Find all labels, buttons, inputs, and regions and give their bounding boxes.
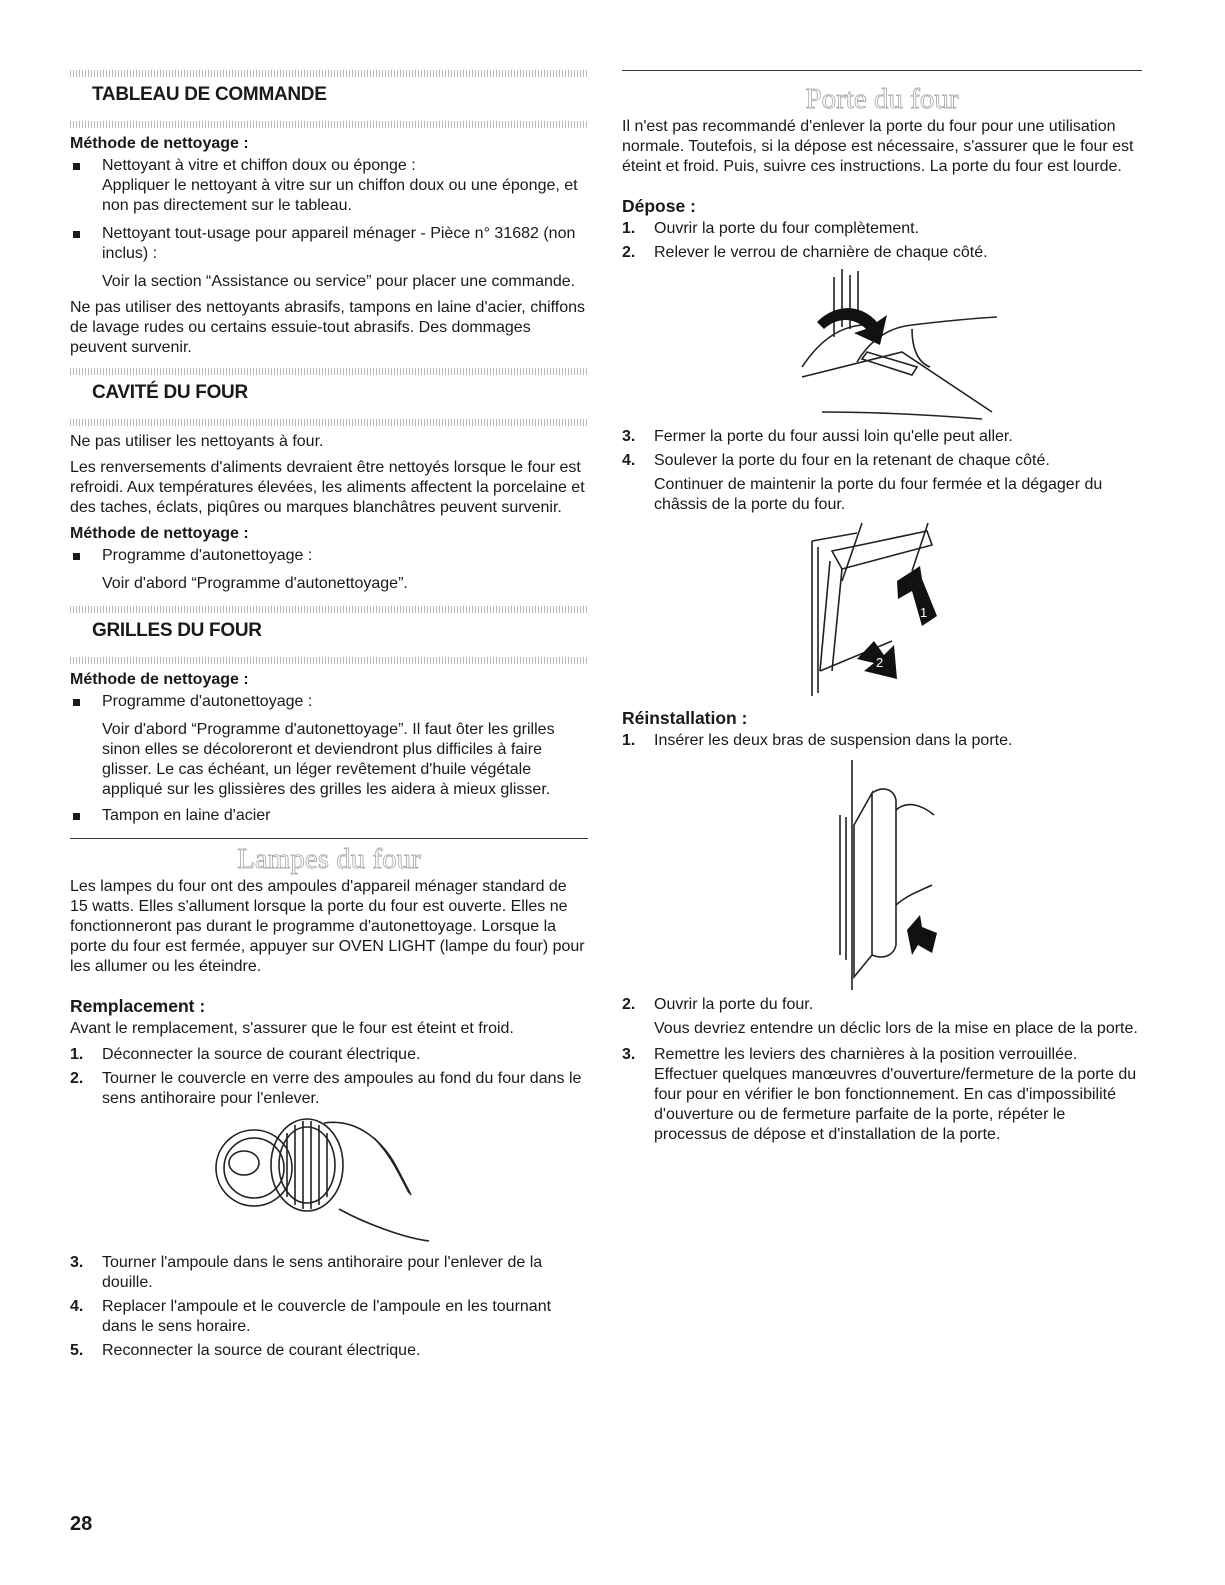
step-item (70, 1341, 588, 1361)
figure-label-1: 1 (920, 605, 928, 620)
section-title: GRILLES DU FOUR (92, 620, 262, 641)
step-text: Ouvrir la porte du four complètement. (654, 220, 920, 237)
step-number: 4. (70, 1298, 84, 1315)
reinstallation-heading: Réinstallation : (622, 708, 748, 728)
section-title: TABLEAU DE COMMANDE (92, 84, 327, 105)
step-text: Ouvrir la porte du four. (654, 996, 814, 1013)
method-heading: Méthode de nettoyage : (70, 135, 249, 152)
bullet-item: Tampon en laine d'acier (70, 806, 588, 826)
figure-label-2: 2 (876, 655, 884, 670)
paragraph: Avant le remplacement, s'assurer que le four est éteint et froid. (70, 1020, 514, 1037)
removal-heading: Dépose : (622, 196, 696, 216)
door-hanger-illustration (812, 755, 952, 995)
step-item (622, 451, 1142, 471)
step-text: Tourner l'ampoule dans le sens antihoraire pour l'enlever de la douille. (102, 1254, 543, 1291)
section-band-bottom (70, 121, 588, 128)
step-number: 2. (70, 1070, 84, 1087)
step-text: Déconnecter la source de courant électrique. (102, 1046, 421, 1063)
step-item (622, 1045, 1142, 1145)
heading-oven-door: Porte du four (805, 83, 959, 115)
step-item (70, 1045, 588, 1065)
step-item (622, 995, 1142, 1015)
left-column (70, 70, 588, 1365)
method-heading: Méthode de nettoyage : (70, 671, 249, 688)
paragraph: Ne pas utiliser des nettoyants abrasifs, tampons en laine d'acier, chiffons de lavage rudes ou certains essuie-tout abrasifs. Des dommages peuvent survenir. (70, 299, 586, 356)
step-text: Soulever la porte du four en la retenant de chaque côté. (654, 452, 1050, 469)
step-item (70, 1297, 588, 1337)
step-item (70, 1069, 588, 1109)
bullet-subtext: Voir d'abord “Programme d'autonettoyage”. (102, 575, 408, 592)
step-item (622, 731, 1142, 751)
section-title: CAVITÉ DU FOUR (92, 382, 248, 403)
step-text: Insérer les deux bras de suspension dans la porte. (654, 732, 1013, 749)
bullet-text: Nettoyant à vitre et chiffon doux ou éponge : (102, 157, 416, 174)
bullet-subtext: Voir la section “Assistance ou service” pour placer une commande. (102, 273, 576, 290)
step-item (70, 1253, 588, 1293)
bullet-item (70, 156, 588, 216)
page-number: 28 (70, 1513, 93, 1535)
step-number: 3. (70, 1254, 84, 1271)
step-item (622, 219, 1142, 239)
bullet-item: Programme d'autonettoyage : (70, 692, 588, 712)
section-divider (70, 838, 588, 839)
step-text: Replacer l'ampoule et le couvercle de l'ampoule en les tournant dans le sens horaire. (102, 1298, 552, 1335)
section-band-top (70, 368, 588, 375)
step-text: Relever le verrou de charnière de chaque côté. (654, 244, 988, 261)
door-lift-illustration (802, 521, 962, 701)
step-number: 3. (622, 428, 636, 445)
step-number: 3. (622, 1046, 636, 1063)
heading-oven-lamps: Lampes du four (237, 843, 421, 875)
step-number: 1. (622, 220, 636, 237)
step-item (622, 243, 1142, 263)
bullet-subtext: Appliquer le nettoyant à vitre sur un chiffon doux ou une éponge, et non pas directement sur le tableau. (102, 177, 578, 214)
section-header-oven-racks (70, 606, 588, 664)
step-number: 1. (622, 732, 636, 749)
step-number: 1. (70, 1046, 84, 1063)
step-text: Tourner le couvercle en verre des ampoules au fond du four dans le sens antihoraire pour l'enlever. (102, 1070, 582, 1107)
step-item (622, 427, 1142, 447)
paragraph: Les lampes du four ont des ampoules d'appareil ménager standard de 15 watts. Elles s'allument lorsque la porte du four est ouverte. Elles ne fonctionneront pas durant le programme d'autonettoyage. Lorsque la porte du four est fermée, appuyer sur OVEN LIGHT (lampe du four) pour les allumer ou les éteindre. (70, 878, 585, 975)
step-number: 2. (622, 244, 636, 261)
section-band-bottom (70, 657, 588, 664)
method-heading: Méthode de nettoyage : (70, 525, 249, 542)
section-divider (622, 70, 1142, 71)
hinge-lock-illustration (762, 267, 1002, 427)
section-header-control-panel (70, 70, 588, 128)
paragraph: Il n'est pas recommandé d'enlever la porte du four pour une utilisation normale. Toutefois, si la dépose est nécessaire, s'assurer que le four est éteint et froid. Puis, suivre ces instructions. La porte du four est lourde. (622, 118, 1134, 175)
paragraph: Ne pas utiliser les nettoyants à four. (70, 433, 324, 450)
step-subtext: Continuer de maintenir la porte du four fermée et la dégager du châssis de la porte du four. (654, 476, 1103, 513)
step-text: Remettre les leviers des charnières à la position verrouillée. Effectuer quelques manœuvres d'ouverture/fermeture de la porte du four pour en vérifier le bon fonctionnement. En cas d'impossibilité d'ouverture ou de fermeture parfaite de la porte, répéter le processus de dépose et d'installation de la porte. (654, 1046, 1137, 1143)
bullet-item: Programme d'autonettoyage : (70, 546, 588, 566)
bullet-item: Nettoyant tout-usage pour appareil ménager - Pièce n° 31682 (non inclus) : (70, 224, 588, 264)
step-number: 4. (622, 452, 636, 469)
step-subtext: Vous devriez entendre un déclic lors de la mise en place de la porte. (654, 1020, 1138, 1037)
step-text: Reconnecter la source de courant électrique. (102, 1342, 421, 1359)
step-number: 2. (622, 996, 636, 1013)
right-column (622, 70, 1142, 1149)
replacement-heading: Remplacement : (70, 996, 206, 1016)
bullet-subtext: Voir d'abord “Programme d'autonettoyage”. Il faut ôter les grilles sinon elles se décoloreront et deviendront plus difficiles à faire glisser. Le cas échéant, un léger revêtement d'huile végétale appliqué sur les glissières des grilles les aidera à mieux glisser. (102, 721, 555, 798)
paragraph: Les renversements d'aliments devraient être nettoyés lorsque le four est refroidi. Aux températures élevées, les aliments affectent la porcelaine et des taches, éclats, piqûres ou marques blanchâtres peuvent survenir. (70, 459, 585, 516)
step-number: 5. (70, 1342, 84, 1359)
section-band-bottom (70, 419, 588, 426)
step-text: Fermer la porte du four aussi loin qu'elle peut aller. (654, 428, 1013, 445)
section-band-top (70, 606, 588, 613)
bulb-cover-illustration (199, 1113, 459, 1253)
section-header-oven-cavity (70, 368, 588, 426)
section-band-top (70, 70, 588, 77)
